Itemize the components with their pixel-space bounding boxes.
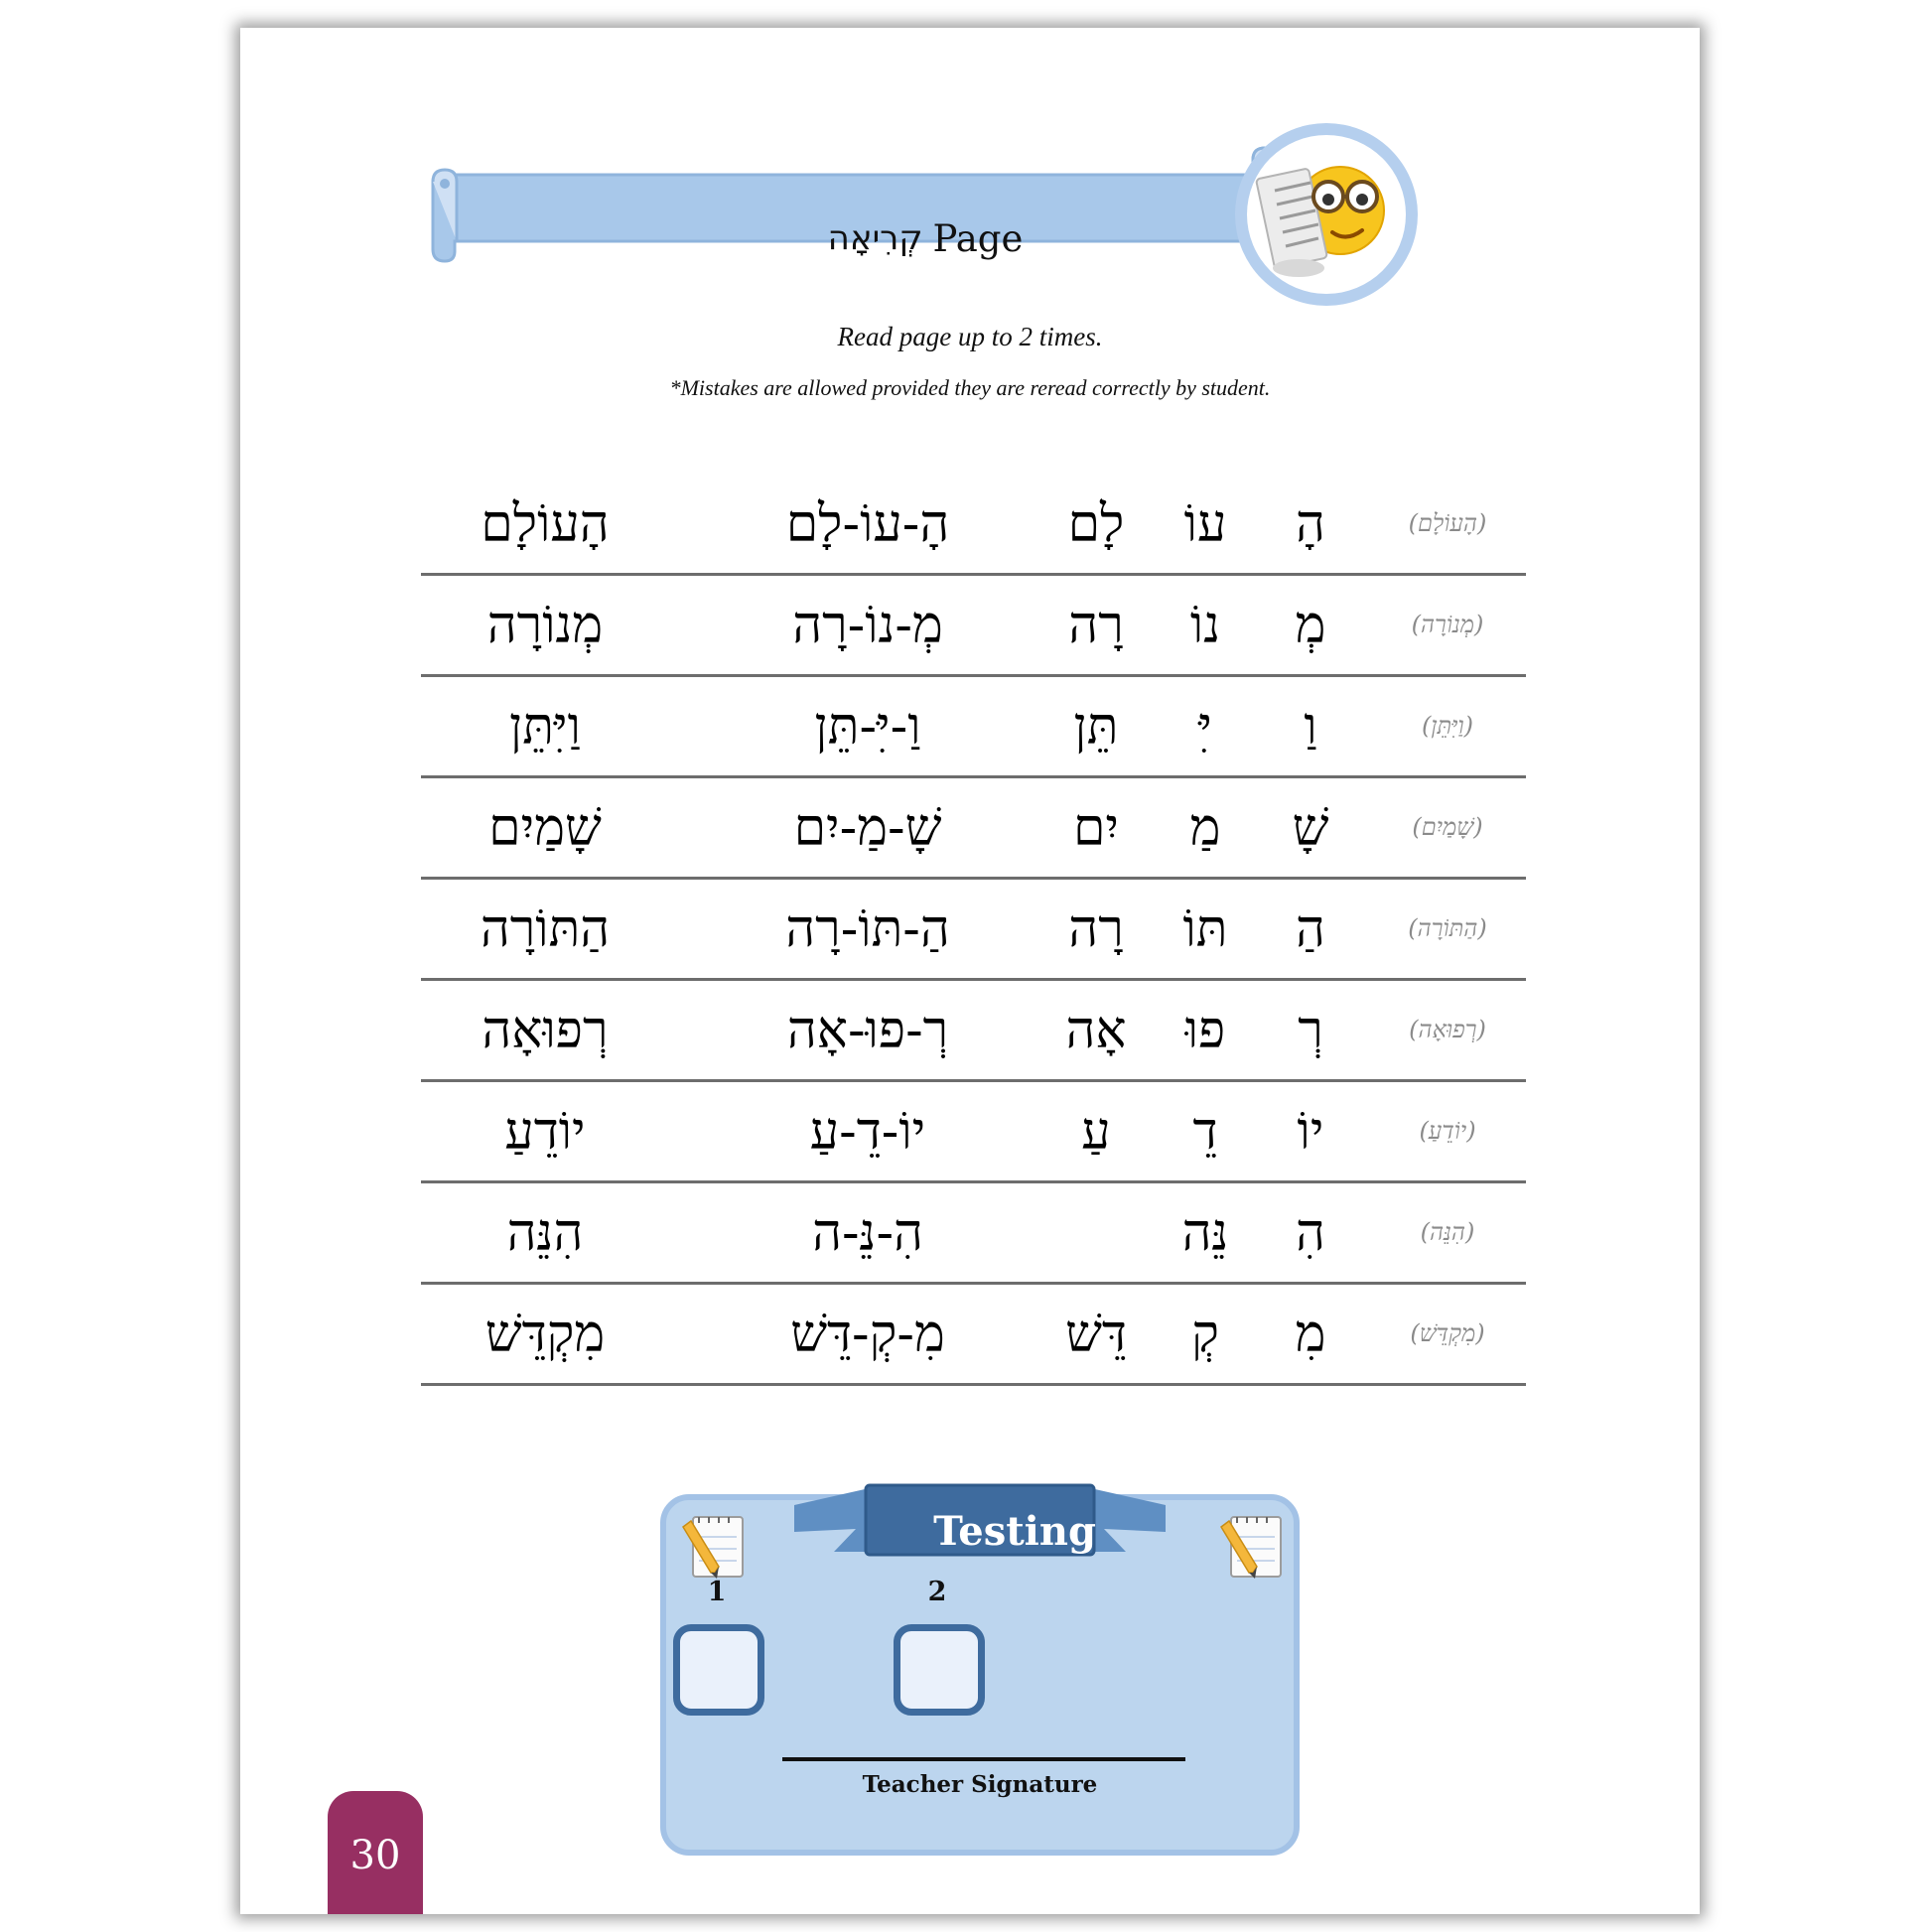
reading-table xyxy=(421,475,1526,1386)
syllable-1: שָׁ xyxy=(1292,797,1329,858)
full-word: מְנוֹרָה xyxy=(486,595,604,655)
syllable-2: קְ xyxy=(1191,1304,1219,1364)
small-reference-word: (מִקְדֵּשׁ) xyxy=(1410,1319,1485,1347)
page-number-tab xyxy=(328,1791,423,1914)
syllable-2: נֵּה xyxy=(1181,1202,1229,1263)
attempt-2-checkbox[interactable] xyxy=(894,1624,985,1716)
signature-line[interactable] xyxy=(782,1757,1185,1761)
small-reference-word: (הִנֵּה) xyxy=(1420,1218,1475,1246)
full-word: רְפוּאָה xyxy=(482,1000,609,1060)
syllable-1: יוֹ xyxy=(1297,1101,1324,1162)
hyphenated-word: הָ-עוֹ-לָם xyxy=(785,493,950,554)
instruction-mistakes: *Mistakes are allowed provided they are reread correctly by student. xyxy=(669,375,1271,400)
small-reference-word: (רְפוּאָה) xyxy=(1409,1016,1486,1043)
syllable-2: מַ xyxy=(1189,797,1221,858)
syllable-3: דֵּשׁ xyxy=(1065,1304,1127,1364)
syllable-1: הַ xyxy=(1296,898,1325,959)
table-row xyxy=(421,475,1526,576)
table-row xyxy=(421,677,1526,778)
attempt-1-checkbox[interactable] xyxy=(673,1624,764,1716)
banner-title-hebrew: קְרִיאָה xyxy=(827,218,923,258)
pencil-notepad-icon xyxy=(679,1509,751,1581)
signature-label: Teacher Signature xyxy=(862,1771,1098,1798)
full-word: הִנֵּה xyxy=(506,1202,584,1263)
syllable-3: לָם xyxy=(1067,493,1125,554)
pencil-notepad-icon xyxy=(1217,1509,1289,1581)
hyphenated-word: וַ-יִּ-תֵּן xyxy=(814,696,921,757)
table-row xyxy=(421,1183,1526,1285)
small-reference-word: (שָׁמַיִם) xyxy=(1412,813,1483,841)
table-row xyxy=(421,1285,1526,1386)
hyphenated-word: יוֹ-דֵ-עַ xyxy=(809,1101,926,1162)
hyphenated-word: רְ-פוּ-אָה xyxy=(786,1000,949,1060)
full-word: הַתּוֹרָה xyxy=(480,898,611,959)
hyphenated-word: הַ-תּוֹ-רָה xyxy=(785,898,950,959)
full-word: הָעוֹלָם xyxy=(481,493,610,554)
hyphenated-word: מִ-קְ-דֵּשׁ xyxy=(790,1304,945,1364)
workbook-page xyxy=(240,28,1700,1914)
syllable-2: פוּ xyxy=(1184,1000,1226,1060)
table-row xyxy=(421,576,1526,677)
table-row xyxy=(421,880,1526,981)
table-row xyxy=(421,778,1526,880)
small-reference-word: (וַיִּתֵּן) xyxy=(1422,712,1473,740)
attempt-1-label: 1 xyxy=(707,1577,727,1607)
syllable-1: הִ xyxy=(1296,1202,1325,1263)
small-reference-word: (הָעוֹלָם) xyxy=(1408,509,1487,537)
syllable-3: תֵּן xyxy=(1073,696,1119,757)
syllable-2: תּוֹ xyxy=(1182,898,1228,959)
syllable-2: יִּ xyxy=(1198,696,1212,757)
syllable-3: עַ xyxy=(1081,1101,1111,1162)
syllable-1: הָ xyxy=(1296,493,1325,554)
syllable-3: רָה xyxy=(1068,595,1124,655)
testing-title: Testing xyxy=(933,1507,1096,1555)
hyphenated-word: מְ-נוֹ-רָה xyxy=(792,595,943,655)
hyphenated-word: שָׁ-מַ-יִם xyxy=(793,797,942,858)
syllable-1: מְ xyxy=(1295,595,1326,655)
syllable-2: נוֹ xyxy=(1189,595,1221,655)
reading-mascot-icon xyxy=(1229,117,1424,312)
small-reference-word: (הַתּוֹרָה) xyxy=(1408,914,1487,942)
page-number: 30 xyxy=(349,1833,401,1878)
full-word: וַיִּתֵּן xyxy=(509,696,581,757)
instruction-read: Read page up to 2 times. xyxy=(837,322,1103,351)
banner-title xyxy=(667,199,1183,278)
syllable-2: דֵ xyxy=(1192,1101,1218,1162)
attempt-2-label: 2 xyxy=(927,1577,947,1607)
syllable-3: אָה xyxy=(1065,1000,1127,1060)
full-word: יוֹדֵעַ xyxy=(504,1101,586,1162)
small-reference-word: (מְנוֹרָה) xyxy=(1411,611,1484,638)
syllable-1: רְ xyxy=(1298,1000,1323,1060)
syllable-2: עוֹ xyxy=(1183,493,1227,554)
syllable-3: יִם xyxy=(1072,797,1120,858)
full-word: מִקְדֵּשׁ xyxy=(484,1304,606,1364)
syllable-3 xyxy=(1027,1183,1166,1282)
small-reference-word: (יוֹדֵעַ) xyxy=(1419,1117,1476,1145)
syllable-1: וַ xyxy=(1304,696,1317,757)
table-row xyxy=(421,1082,1526,1183)
syllable-3: רָה xyxy=(1068,898,1124,959)
banner-title-english: Page xyxy=(932,216,1024,260)
syllable-1: מִ xyxy=(1295,1304,1326,1364)
hyphenated-word: הִ-נֵּ-ה xyxy=(812,1202,923,1263)
table-row xyxy=(421,981,1526,1082)
full-word: שָׁמַיִם xyxy=(488,797,602,858)
